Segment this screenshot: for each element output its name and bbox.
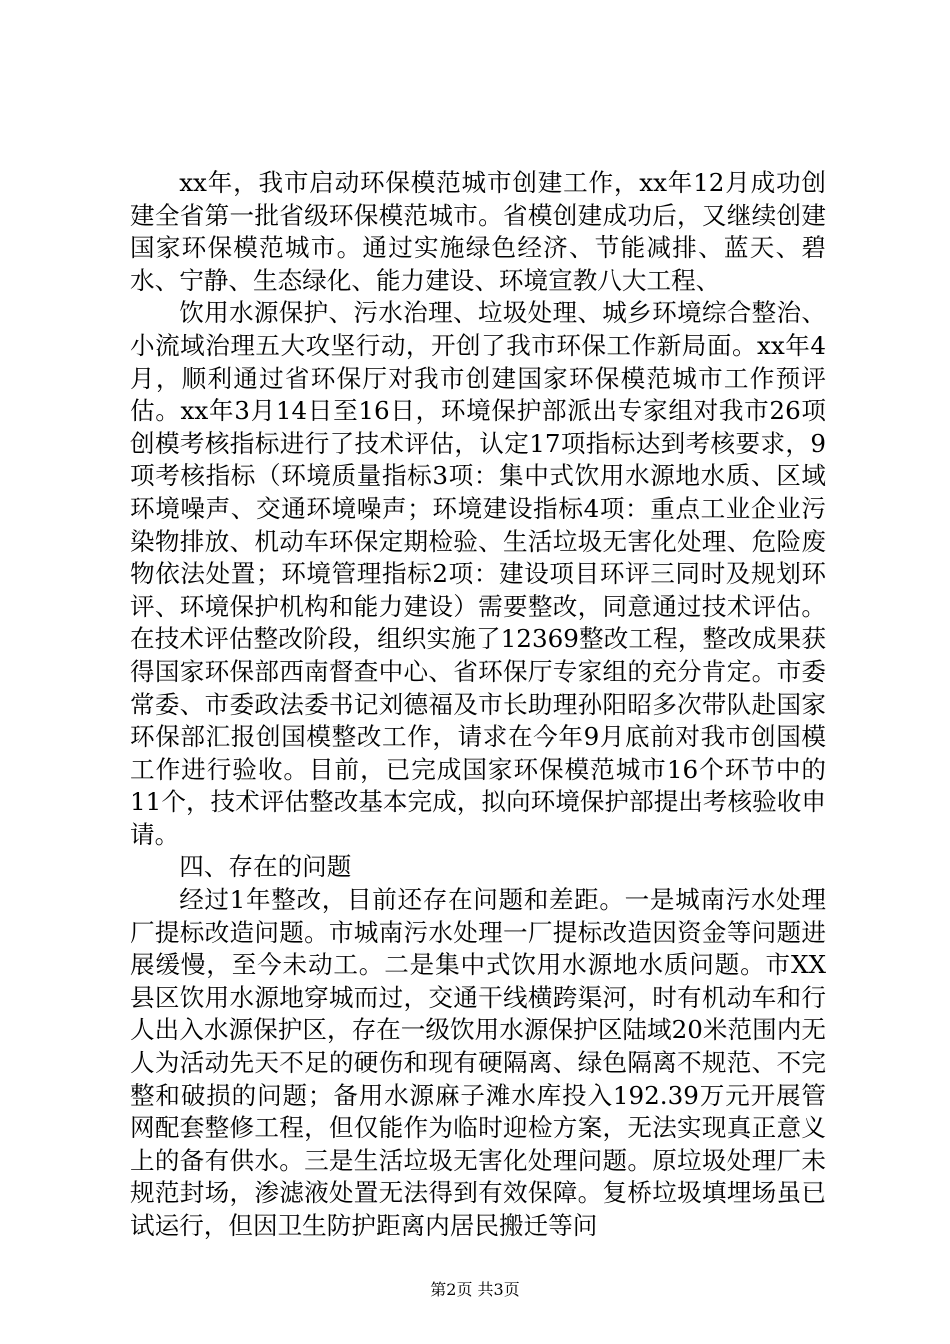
paragraph-problems: 经过1年整改，目前还存在问题和差距。一是城南污水处理厂提标改造问题。市城南污水处理一厂提标改造因资金等问题进展缓慢，至今未动工。二是集中式饮用水源地水质问题。市XX县区饮用水源地穿城而过，交通干线横跨渠河，时有机动车和行人出入水源保护区，存在一级饮用水源保护区陆域20米范围内无人为活动先天不足的硬伤和现有硬隔离、绿色隔离不规范、不完整和破损的问题；备用水源麻子滩水库投入192.39万元开展管网配套整修工程，但仅能作为临时迎检方案，无法实现真正意义上的备有供水。三是生活垃圾无害化处理问题。原垃圾处理厂未规范封场，渗滤液处置无法得到有效保障。复桥垃圾填埋场虽已试运行，但因卫生防护距离内居民搬迁等问	[130, 885, 826, 1240]
section-heading-problems: 四、存在的问题	[179, 852, 352, 882]
document-body	[130, 167, 826, 1243]
paragraph-intro: xx年，我市启动环保模范城市创建工作，xx年12月成功创建全省第一批省级环保模范城市。省模创建成功后，又继续创建国家环保模范城市。通过实施绿色经济、节能减排、蓝天、碧水、宁静、生态绿化、能力建设、环境宣教八大工程、	[130, 168, 826, 295]
paragraph-actions: 饮用水源保护、污水治理、垃圾处理、城乡环境综合整治、小流域治理五大攻坚行动，开创了我市环保工作新局面。xx年4月，顺利通过省环保厅对我市创建国家环保模范城市工作预评估。xx年3月14日至16日，环境保护部派出专家组对我市26项创模考核指标进行了技术评估，认定17项指标达到考核要求，9项考核指标（环境质量指标3项：集中式饮用水源地水质、区域环境噪声、交通环境噪声；环境建设指标4项：重点工业企业污染物排放、机动车环保定期检验、生活垃圾无害化处理、危险废物依法处置；环境管理指标2项：建设项目环评三同时及规划环评、环境保护机构和能力建设）需要整改，同意通过技术评估。在技术评估整改阶段，组织实施了12369整改工程，整改成果获得国家环保部西南督查中心、省环保厅专家组的充分肯定。市委常委、市委政法委书记刘德福及市长助理孙阳昭多次带队赴国家环保部汇报创国模整改工作，请求在今年9月底前对我市创国模工作进行验收。目前，已完成国家环保模范城市16个环节中的11个，技术评估整改基本完成，拟向环境保护部提出考核验收申请。	[130, 298, 826, 849]
page-footer: 第2页 共3页	[430, 1280, 520, 1299]
